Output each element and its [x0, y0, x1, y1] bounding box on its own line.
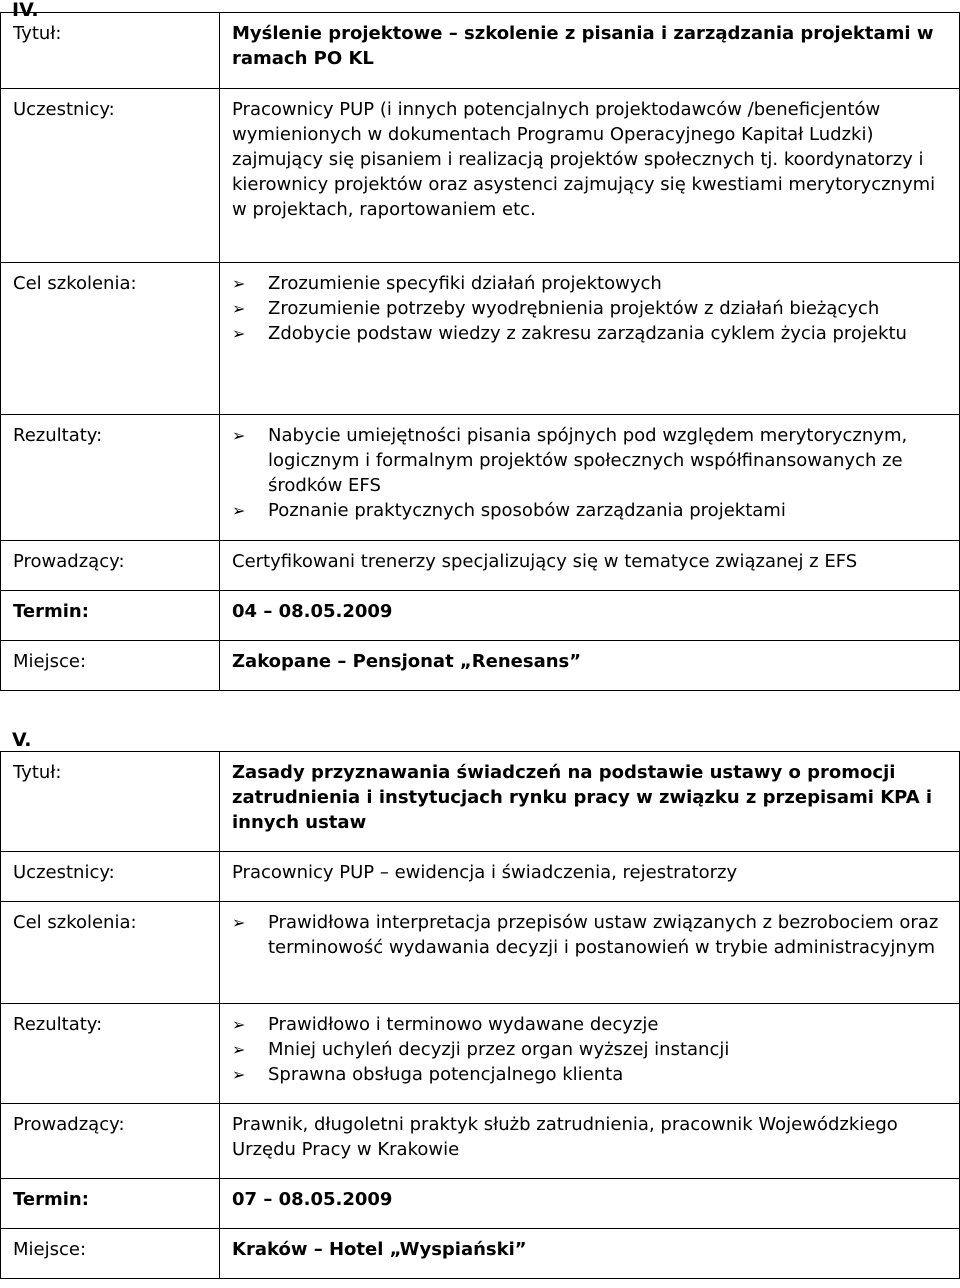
goal-item: ➢ Zdobycie podstaw wiedzy z zakresu zarządzania cyklem życia projektu [232, 321, 951, 346]
result-item: ➢ Sprawna obsługa potencjalnego klienta [232, 1062, 951, 1087]
trainer-text: Certyfikowani trenerzy specjalizujący się w tematyce związanej z EFS [220, 541, 960, 591]
training-title: Myślenie projektowe – szkolenie z pisania i zarządzania projektami w ramach PO KL [220, 13, 960, 89]
place-value: Zakopane – Pensjonat „Renesans” [220, 641, 960, 691]
goal-item: ➢ Zrozumienie specyfiki działań projektowych [232, 271, 951, 296]
participants-row [1, 89, 960, 263]
results-row [1, 1004, 960, 1104]
date-value: 07 – 08.05.2009 [220, 1179, 960, 1229]
place-label: Miejsce: [1, 1229, 220, 1279]
place-row [1, 641, 960, 691]
results-label: Rezultaty: [1, 415, 220, 541]
participants-text: Pracownicy PUP – ewidencja i świadczenia, rejestratorzy [220, 852, 960, 902]
title-label: Tytuł: [1, 752, 220, 852]
goal-item: ➢ Prawidłowa interpretacja przepisów ustaw związanych z bezrobociem oraz terminowość wydawania decyzji i postanowień w trybie administracyjnym [232, 910, 951, 960]
participants-label: Uczestnicy: [1, 89, 220, 263]
participants-row [1, 852, 960, 902]
goal-row [1, 902, 960, 1004]
date-label: Termin: [1, 1179, 220, 1229]
place-label: Miejsce: [1, 641, 220, 691]
trainer-row [1, 541, 960, 591]
training-section-v [0, 751, 960, 1279]
goal-label: Cel szkolenia: [1, 902, 220, 1004]
goal-list [232, 910, 951, 960]
participants-label: Uczestnicy: [1, 852, 220, 902]
result-item: ➢ Prawidłowo i terminowo wydawane decyzje [232, 1012, 951, 1037]
goal-row [1, 263, 960, 415]
training-title: Zasady przyznawania świadczeń na podstawie ustawy o promocji zatrudnienia i instytucjach rynku pracy w związku z przepisami KPA i innych ustaw [220, 752, 960, 852]
date-label: Termin: [1, 591, 220, 641]
title-row [1, 13, 960, 89]
participants-text: Pracownicy PUP (i innych potencjalnych projektodawców /beneficjentów wymienionych w dokumentach Programu Operacyjnego Kapitał Ludzki) zajmujący się pisaniem i realizacją projektów społecznych tj. koordynatorzy i kierownicy projektów oraz asystenci zajmujący się kwestiami merytorycznymi w projektach, raportowaniem etc. [220, 89, 960, 263]
date-value: 04 – 08.05.2009 [220, 591, 960, 641]
result-item: ➢ Poznanie praktycznych sposobów zarządzania projektami [232, 498, 951, 523]
trainer-row [1, 1104, 960, 1179]
title-label: Tytuł: [1, 13, 220, 89]
place-value: Kraków – Hotel „Wyspiański” [220, 1229, 960, 1279]
results-list [232, 1012, 951, 1087]
results-label: Rezultaty: [1, 1004, 220, 1104]
result-item: ➢ Nabycie umiejętności pisania spójnych pod względem merytorycznym, logicznym i formalnym projektów społecznych współfinansowanych ze środków EFS [232, 423, 951, 498]
section-number: V. [12, 729, 32, 751]
section-number: IV. [12, 0, 39, 21]
goal-list [232, 271, 951, 346]
goal-item: ➢ Zrozumienie potrzeby wyodrębnienia projektów z działań bieżących [232, 296, 951, 321]
results-row [1, 415, 960, 541]
date-row [1, 591, 960, 641]
training-section-iv [0, 12, 960, 691]
trainer-label: Prowadzący: [1, 1104, 220, 1179]
date-row [1, 1179, 960, 1229]
place-row [1, 1229, 960, 1279]
results-list [232, 423, 951, 523]
trainer-label: Prowadzący: [1, 541, 220, 591]
trainer-text: Prawnik, długoletni praktyk służb zatrudnienia, pracownik Wojewódzkiego Urzędu Pracy w Krakowie [220, 1104, 960, 1179]
goal-label: Cel szkolenia: [1, 263, 220, 415]
result-item: ➢ Mniej uchyleń decyzji przez organ wyższej instancji [232, 1037, 951, 1062]
title-row [1, 752, 960, 852]
